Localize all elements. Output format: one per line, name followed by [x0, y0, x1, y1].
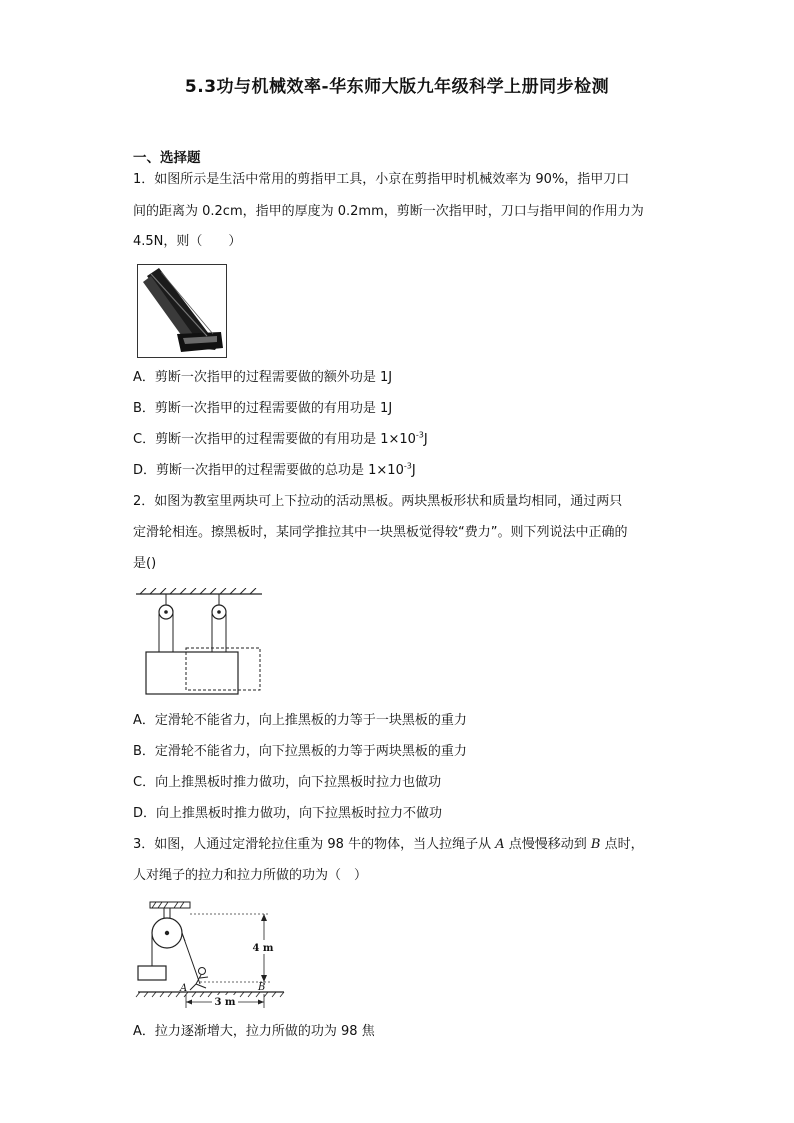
point-b-label: B: [258, 982, 266, 993]
q1-option-b: B．剪断一次指甲的过程需要做的有用功是 1J: [133, 401, 393, 416]
document-title: 5.3功与机械效率-华东师大版九年级科学上册同步检测: [184, 77, 610, 97]
pulley-person-figure: [134, 898, 294, 1018]
point-a-label: A: [180, 983, 188, 994]
q3-option-a: A．拉力逐渐增大，拉力所做的功为 98 焦: [133, 1024, 375, 1039]
q2-line-2: 定滑轮相连。擦黑板时，某同学推拉其中一块黑板觉得较“费力”。则下列说法中正确的: [133, 525, 628, 540]
q2-line-1: 2．如图为教室里两块可上下拉动的活动黑板。两块黑板形状和质量均相同，通过两只: [133, 494, 623, 509]
q2-option-b: B．定滑轮不能省力，向下拉黑板的力等于两块黑板的重力: [133, 744, 467, 759]
q2-option-c: C．向上推黑板时推力做功，向下拉黑板时拉力也做功: [133, 775, 442, 790]
q1-option-d: D．剪断一次指甲的过程需要做的总功是 $1\times 10^{-3}J$: [133, 461, 416, 478]
q1-option-a: A．剪断一次指甲的过程需要做的额外功是 1J: [133, 370, 393, 385]
q1-line-3: 4.5N，则（ ）: [133, 234, 242, 249]
q3-line-1: 3．如图，人通过定滑轮拉住重为 98 牛的物体，当人拉绳子从 A 点慢慢移动到 B 点时，: [133, 837, 644, 852]
height-label: 4 m: [252, 943, 274, 954]
q2-line-3: 是(): [133, 556, 157, 571]
blackboard-pulley-figure: [136, 588, 266, 702]
section-heading: 一、选择题: [133, 150, 201, 166]
q1-line-2: 间的距离为 0.2cm，指甲的厚度为 0.2mm，剪断一次指甲时，刀口与指甲间的作用力为: [133, 204, 644, 219]
q2-option-a: A．定滑轮不能省力，向上推黑板的力等于一块黑板的重力: [133, 713, 467, 728]
q1-option-c: C．剪断一次指甲的过程需要做的有用功是 $1\times 10^{-3}J$: [133, 430, 428, 447]
q2-option-d: D．向上推黑板时推力做功，向下拉黑板时拉力不做功: [133, 806, 443, 821]
q1-line-1: 1．如图所示是生活中常用的剪指甲工具，小京在剪指甲时机械效率为 90%，指甲刀口: [133, 172, 630, 187]
q3-line-2: 人对绳子的拉力和拉力所做的功为（ ）: [133, 868, 368, 883]
nail-clipper-figure: [137, 264, 227, 362]
width-label: 3 m: [214, 997, 236, 1008]
